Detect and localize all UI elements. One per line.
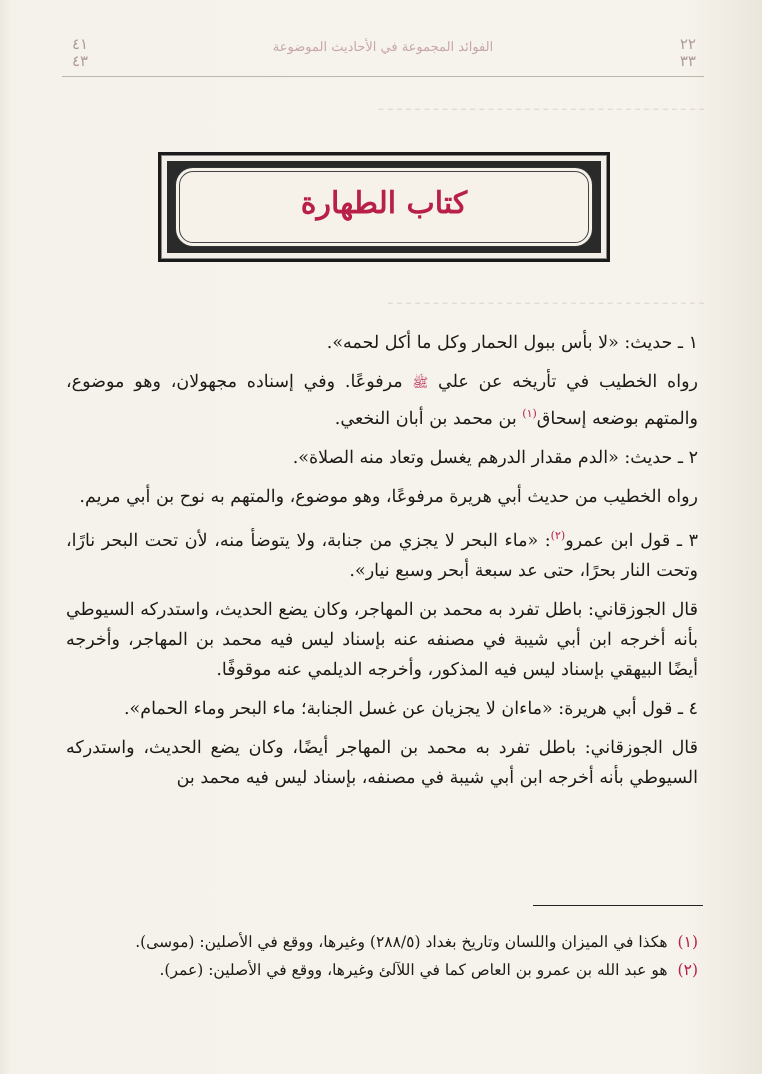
- chapter-title: كتاب الطهارة: [300, 186, 468, 221]
- bleed-through-text: ـ ـ ـ ـ ـ ـ ـ ـ ـ ـ ـ ـ ـ ـ ـ ـ ـ ـ ـ ـ ـ ـ ـ ـ ـ ـ ـ ـ ـ ـ ـ ـ ـ ـ ـ: [388, 290, 704, 308]
- footnote-1: [66, 930, 698, 954]
- footnote-text: هو عبد الله بن عمرو بن العاص كما في اللآلئ وغيرها، ووقع في الأصلين: (عمر).: [159, 961, 668, 979]
- footnote-ref-1[interactable]: (١): [522, 407, 537, 420]
- running-title: الفوائد المجموعة في الأحاديث الموضوعة: [272, 40, 494, 55]
- footnote-number: (٢): [677, 961, 698, 979]
- text-run: ٣ ـ قول ابن عمرو: [565, 530, 698, 551]
- paragraph-commentary-1: [66, 367, 698, 434]
- bleed-through-text: ـ ـ ـ ـ ـ ـ ـ ـ ـ ـ ـ ـ ـ ـ ـ ـ ـ ـ ـ ـ ـ ـ ـ ـ ـ ـ ـ ـ ـ ـ ـ ـ ـ ـ ـ ـ: [378, 96, 704, 114]
- page-number-right: [680, 36, 696, 70]
- page-number-sub: ٤٣: [72, 52, 89, 70]
- footnotes: [66, 930, 698, 986]
- salla-glyph: ﷺ: [412, 376, 429, 391]
- paragraph-commentary-2: رواه الخطيب من حديث أبي هريرة مرفوعًا، وهو موضوع، والمتهم به نوح بن أبي مريم.: [79, 486, 698, 507]
- frame-inner: [179, 171, 589, 243]
- paragraph-hadith-4: ٤ ـ قول أبي هريرة: «ماءان لا يجزيان عن غسل الجنابة؛ ماء البحر وماء الحمام».: [123, 698, 698, 719]
- paragraph-hadith-1: ١ ـ حديث: «لا بأس ببول الحمار وكل ما أكل لحمه».: [326, 333, 698, 353]
- chapter-title-frame: [158, 152, 610, 262]
- footnote-ref-2[interactable]: (٢): [550, 528, 566, 542]
- footnote-number: (١): [677, 933, 698, 951]
- paragraph-commentary-4: قال الجوزقاني: باطل تفرد به محمد بن المهاجر أيضًا، وكان يضع الحديث، واستدركه السيوطي بأنه أخرجه ابن أبي شيبة في مصنفه، بإسناد ليس فيه محمد بن: [66, 737, 698, 788]
- text-run: مرفوعًا. وفي إسناده مجهولان، وهو موضوع، والمتهم بوضعه إسحاق: [66, 372, 698, 429]
- text-run: رواه الخطيب في تأريخه عن علي: [438, 372, 698, 392]
- paragraph-hadith-2: ٢ ـ حديث: «الدم مقدار الدرهم يغسل وتعاد منه الصلاة».: [292, 447, 698, 468]
- page-number: ٤١: [72, 35, 89, 53]
- paragraph-hadith-3: [66, 521, 698, 586]
- text-run: : «ماء البحر لا يجزي من جنابة، ولا يتوضأ منه، لأن تحت البحر نارًا، وتحت النار بحرًا، حتى عد سبعة أبحر وسبع نيار».: [66, 530, 698, 581]
- page-number: ٢٢: [679, 35, 696, 53]
- main-text: [66, 328, 698, 802]
- paragraph-commentary-3: قال الجوزقاني: باطل تفرد به محمد بن المهاجر، وكان يضع الحديث، واستدركه السيوطي بأنه أخرجه ابن أبي شيبة في مصنفه عنه بإسناد ليس فيه محمد بن المهاجر، وأخرجه أيضًا البيهقي بإسناد ليس فيه المذكور، وأخرجه الديلمي عنه موقوفًا.: [66, 599, 698, 680]
- running-header: [62, 36, 704, 77]
- footnote-separator: [533, 905, 703, 906]
- footnote-2: [66, 958, 698, 982]
- page-number-sub: ٣٣: [679, 52, 696, 70]
- text-run: بن محمد بن أبان النخعي.: [334, 408, 517, 429]
- footnote-text: هكذا في الميزان واللسان وتاريخ بغداد (٢٨٨/٥) وغيرها، ووقع في الأصلين: (موسى).: [135, 933, 668, 951]
